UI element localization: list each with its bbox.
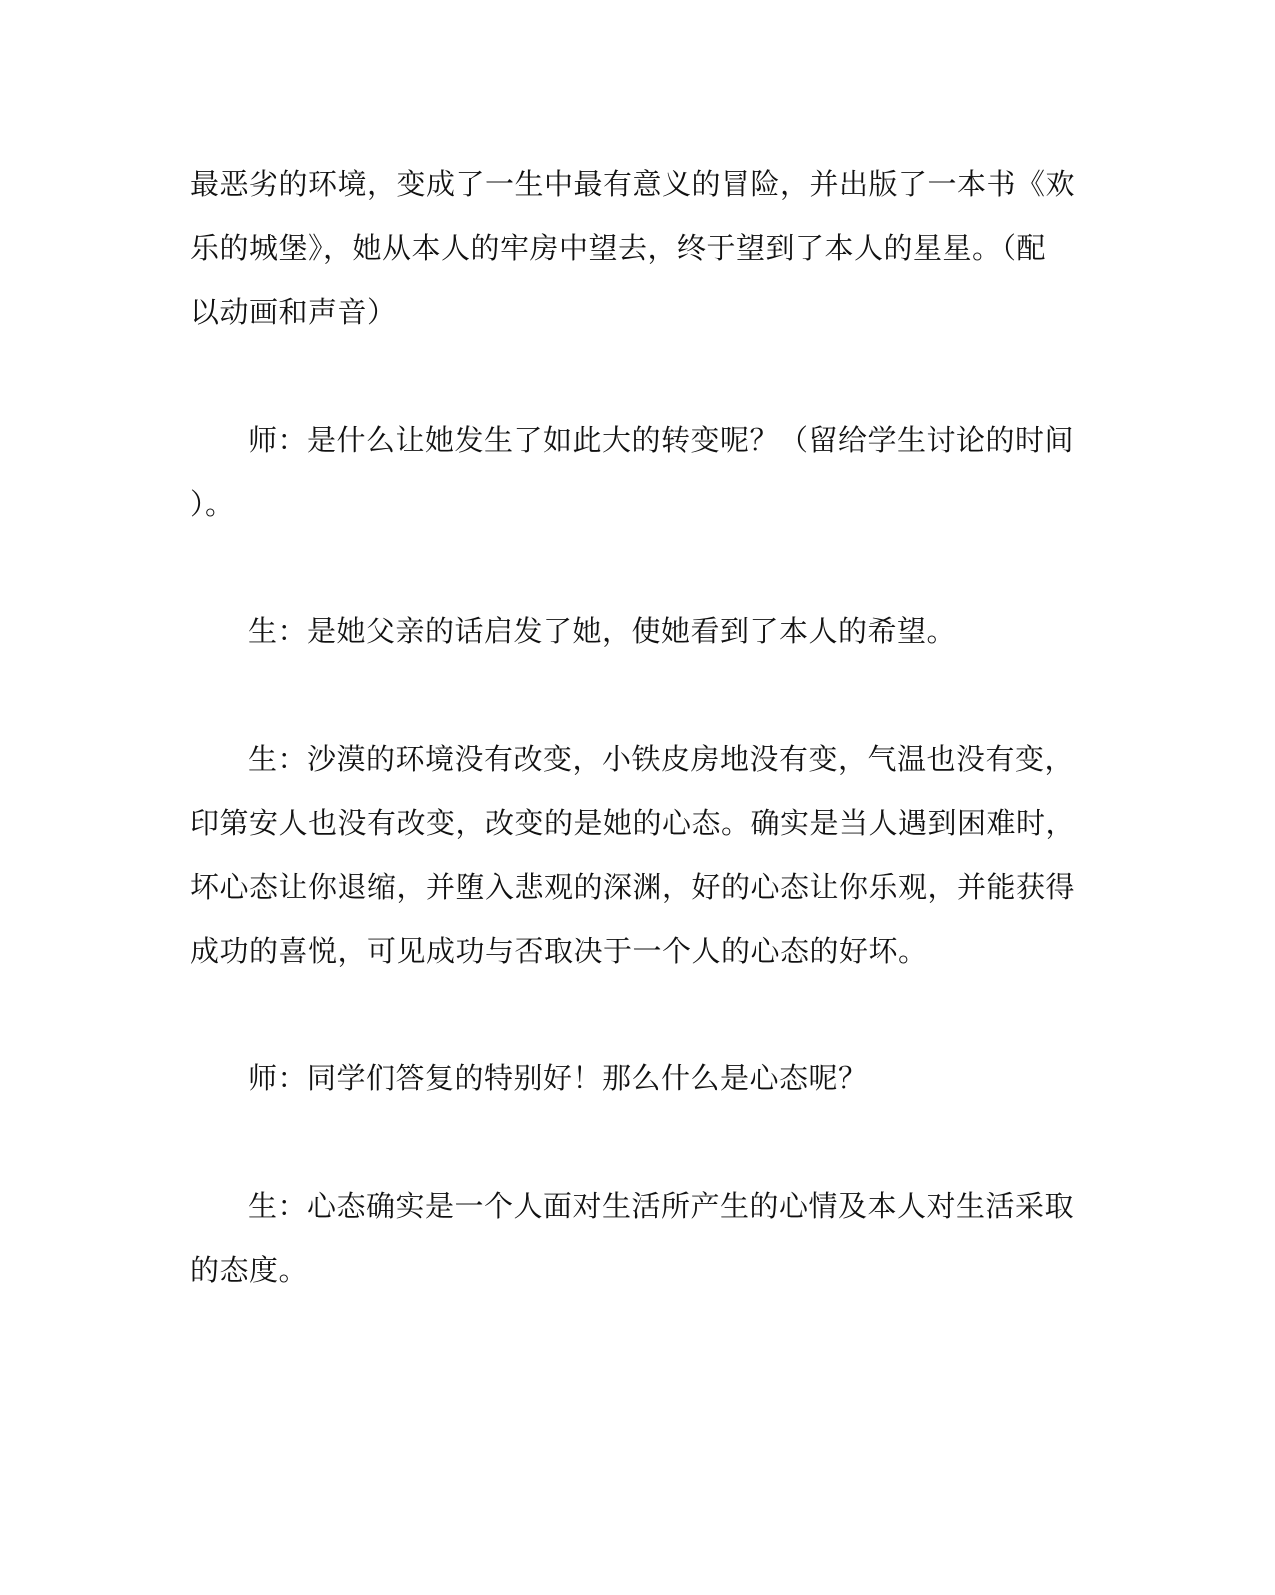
text-line: 生：是她父亲的话启发了她，使她看到了本人的希望。 xyxy=(248,614,957,648)
paragraph-student-definition xyxy=(190,1174,1075,1302)
paragraph-student-answer-1 xyxy=(190,599,1060,663)
text-line: 成功的喜悦，可见成功与否取决于一个人的心态的好坏。 xyxy=(190,934,928,968)
text-line: ）。 xyxy=(190,487,235,521)
text-line: 师：同学们答复的特别好！那么什么是心态呢？ xyxy=(248,1061,868,1095)
text-line: 的态度。 xyxy=(190,1253,309,1287)
text-line: 乐的城堡》，她从本人的牢房中望去，终于望到了本人的星星。（配 xyxy=(190,231,1047,265)
text-line: 以动画和声音） xyxy=(190,295,397,329)
paragraph-teacher-praise xyxy=(190,1046,1060,1110)
paragraph-narrative xyxy=(190,152,1076,344)
paragraph-student-answer-2 xyxy=(190,727,1076,983)
text-line: 生：沙漠的环境没有改变，小铁皮房地没有变，气温也没有变， xyxy=(248,742,1075,776)
text-line: 坏心态让你退缩，并堕入悲观的深渊，好的心态让你乐观，并能获得 xyxy=(190,870,1076,904)
text-line: 师：是什么让她发生了如此大的转变呢？（留给学生讨论的时间 xyxy=(248,423,1075,457)
text-line: 生：心态确实是一个人面对生活所产生的心情及本人对生活采取 xyxy=(248,1189,1075,1223)
text-line: 最恶劣的环境，变成了一生中最有意义的冒险，并出版了一本书《欢 xyxy=(190,167,1076,201)
paragraph-teacher-question xyxy=(190,408,1075,536)
text-line: 印第安人也没有改变，改变的是她的心态。确实是当人遇到困难时， xyxy=(190,806,1076,840)
